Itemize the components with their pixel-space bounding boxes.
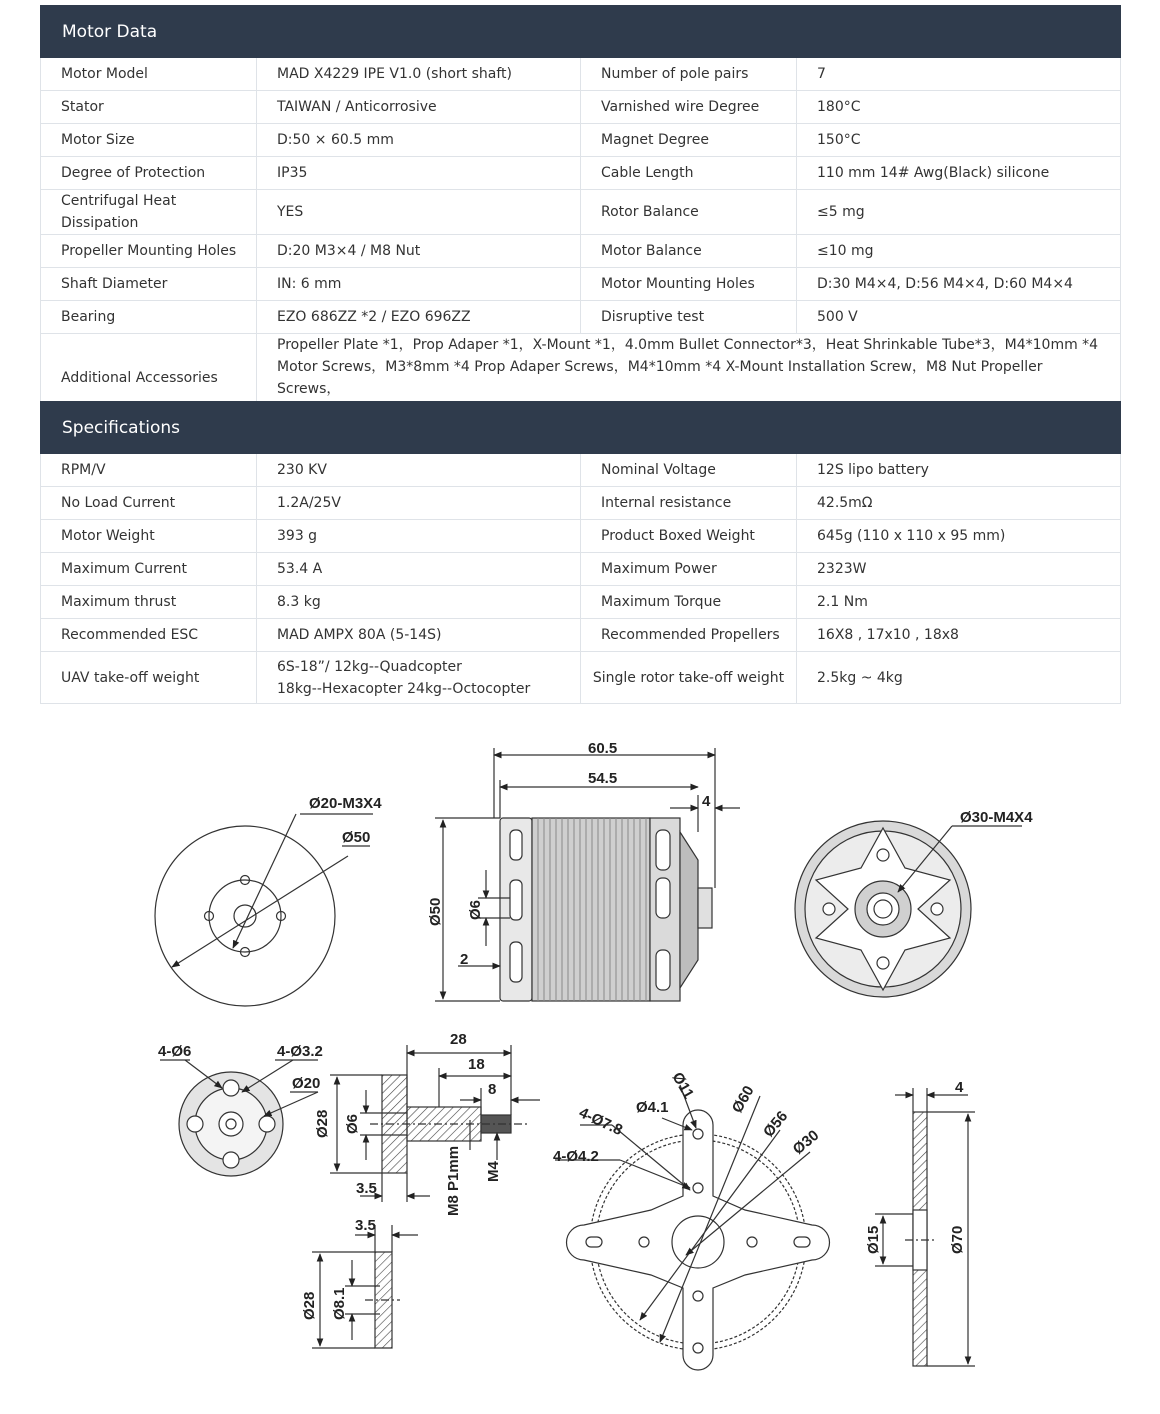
spec-value: 2.1 Nm [797,586,1121,619]
spec-label: Cable Length [581,157,797,190]
spec-value: MAD AMPX 80A (5-14S) [257,619,581,652]
adapter-section-view [314,1031,540,1216]
back-d30-label: Ø30-M4X4 [960,809,1033,826]
spec-value: MAD X4229 IPE V1.0 (short shaft) [257,58,581,91]
mount-side-d15-label: Ø15 [865,1225,882,1254]
table-row [41,553,1121,586]
spec-value: 7 [797,58,1121,91]
spec-value: 110 mm 14# Awg(Black) silicone [797,157,1121,190]
front-d50-label: Ø50 [342,829,371,846]
adapter-l28-label: 28 [450,1031,467,1048]
table-row [41,619,1121,652]
side-d50-label: Ø50 [427,897,444,926]
takeoff-line: 18kg--Hexacopter 24kg--Octocopter [277,680,531,697]
spec-value [257,652,581,704]
side-d6-label: Ø6 [467,899,484,920]
spec-label: Magnet Degree [581,124,797,157]
table-row [41,124,1121,157]
table-row [41,235,1121,268]
mount-holes78-label: 4-Ø7.8 [576,1104,626,1140]
spec-label: UAV take-off weight [41,652,257,704]
spec-value: 2.5kg ~ 4kg [797,652,1121,704]
spec-label: RPM/V [41,454,257,487]
spec-value: D:50 × 60.5 mm [257,124,581,157]
mount-side-d70-label: Ø70 [949,1225,966,1254]
spec-value: 16X8 , 17x10 , 18x8 [797,619,1121,652]
spec-label: Single rotor take-off weight [581,652,797,704]
table-row [41,586,1121,619]
spec-label: Rotor Balance [581,190,797,235]
x-mount-view [553,1070,830,1371]
spec-label: Recommended ESC [41,619,257,652]
spec-label: Disruptive test [581,301,797,334]
specifications-title: Specifications [41,402,1121,454]
side-shaft-length: 4 [702,793,711,810]
mount-d30-label: Ø30 [789,1126,823,1159]
spec-value: 2323W [797,553,1121,586]
spec-label: Additional Accessories [41,334,257,423]
mount-d56-label: Ø56 [760,1107,792,1141]
table-row [41,190,1121,235]
spec-value: 42.5mΩ [797,487,1121,520]
mount-d60-label: Ø60 [728,1082,758,1116]
adapter-holes32-label: 4-Ø3.2 [277,1043,323,1060]
plate-d81-label: Ø8.1 [331,1287,348,1320]
spec-value: D:20 M3×4 / M8 Nut [257,235,581,268]
side-gap-label: 2 [460,951,469,968]
spec-label: Maximum Torque [581,586,797,619]
spec-value: 8.3 kg [257,586,581,619]
table-row [41,487,1121,520]
spec-value: YES [257,190,581,235]
spec-label: Motor Balance [581,235,797,268]
spec-label: Bearing [41,301,257,334]
spec-label: Motor Model [41,58,257,91]
spec-value: 12S lipo battery [797,454,1121,487]
spec-label: Motor Weight [41,520,257,553]
spec-value: 150°C [797,124,1121,157]
adapter-d6-label: Ø6 [344,1113,361,1134]
front-d20-label: Ø20-M3X4 [309,795,382,812]
adapter-top-view [158,1043,323,1176]
table-row [41,157,1121,190]
spec-label: Shaft Diameter [41,268,257,301]
plate-t35-label: 3.5 [355,1217,376,1234]
table-row [41,58,1121,91]
spec-value: D:30 M4×4, D:56 M4×4, D:60 M4×4 [797,268,1121,301]
spec-value: TAIWAN / Anticorrosive [257,91,581,124]
motor-data-title: Motor Data [41,6,1121,58]
spec-label: Stator [41,91,257,124]
spec-label: Motor Mounting Holes [581,268,797,301]
table-row [41,301,1121,334]
takeoff-line: 6S-18”/ 12kg--Quadcopter [277,658,462,675]
spec-label: Motor Size [41,124,257,157]
specifications-table [40,401,1121,704]
spec-value: 500 V [797,301,1121,334]
spec-label: Recommended Propellers [581,619,797,652]
spec-value: 393 g [257,520,581,553]
spec-value: EZO 686ZZ *2 / EZO 696ZZ [257,301,581,334]
adapter-l8-label: 8 [488,1081,497,1098]
spec-label: Maximum Current [41,553,257,586]
spec-label: Propeller Mounting Holes [41,235,257,268]
spec-value: 645g (110 x 110 x 95 mm) [797,520,1121,553]
spec-label: Number of pole pairs [581,58,797,91]
spec-value: 230 KV [257,454,581,487]
table-row [41,652,1121,704]
adapter-d20-label: Ø20 [292,1075,321,1092]
adapter-holes6-label: 4-Ø6 [158,1043,192,1060]
table-row [41,268,1121,301]
adapter-m4-label: M4 [485,1161,502,1182]
technical-drawings [0,720,1160,1400]
spec-label: Maximum Power [581,553,797,586]
spec-label: Internal resistance [581,487,797,520]
spec-label: Nominal Voltage [581,454,797,487]
spec-label: Product Boxed Weight [581,520,797,553]
spec-value: 53.4 A [257,553,581,586]
motor-data-table [40,5,1121,423]
spec-value: IN: 6 mm [257,268,581,301]
adapter-thread-label: M8 P1mm [445,1145,462,1216]
mount-side-t4-label: 4 [955,1079,964,1096]
spec-label: Degree of Protection [41,157,257,190]
table-row [41,520,1121,553]
plate-d28-label: Ø28 [301,1291,318,1320]
spec-value: ≤10 mg [797,235,1121,268]
back-view [795,809,1033,997]
spec-value: 1.2A/25V [257,487,581,520]
spec-label: Varnished wire Degree [581,91,797,124]
spec-value: ≤5 mg [797,190,1121,235]
plate-section-view [301,1217,418,1348]
mount-holes42-label: 4-Ø4.2 [553,1148,599,1165]
side-view [427,740,740,1001]
front-view [155,795,382,1006]
adapter-t35-label: 3.5 [356,1180,377,1197]
adapter-d28-label: Ø28 [314,1109,331,1138]
accessories-line: Propeller Plate *1，Prop Adaper *1，X-Mount *1，4.0mm Bullet Connector*3，Heat Shrinkable Tube*3，M4*10mm *4 [277,337,1099,353]
spec-label: No Load Current [41,487,257,520]
spec-value: IP35 [257,157,581,190]
side-body-length: 54.5 [588,770,618,787]
mount-side-view [865,1079,975,1366]
side-total-length: 60.5 [588,740,618,757]
spec-label: Maximum thrust [41,586,257,619]
mount-d41-label: Ø4.1 [636,1099,669,1116]
spec-value: 180°C [797,91,1121,124]
table-row [41,454,1121,487]
spec-label: Centrifugal Heat Dissipation [41,190,257,235]
adapter-l18-label: 18 [468,1056,485,1073]
mount-d11-label: Ø11 [668,1069,698,1102]
table-row [41,91,1121,124]
accessories-line: Motor Screws，M3*8mm *4 Prop Adaper Screws，M4*10mm *4 X-Mount Installation Screw，M8 Nut Propeller Screws， [277,359,1043,397]
